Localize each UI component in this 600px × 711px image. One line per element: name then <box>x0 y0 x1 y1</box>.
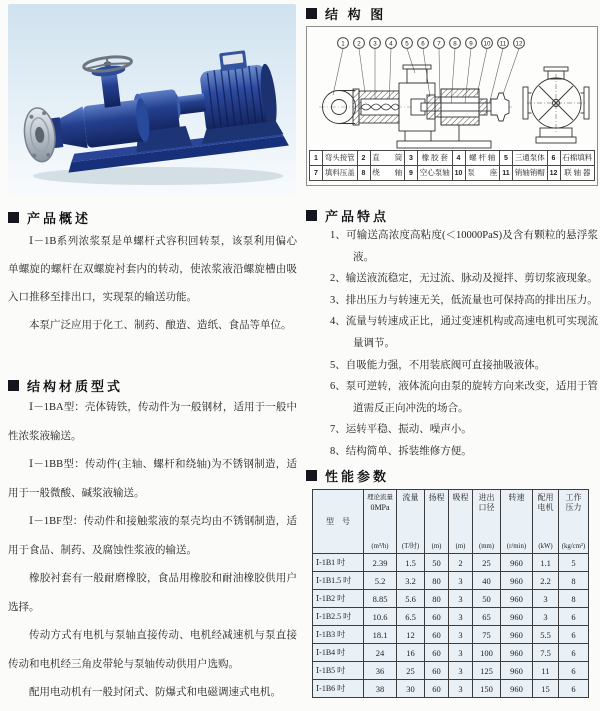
column-header: 扬程 (m) <box>425 490 449 554</box>
value-cell: 40 <box>473 572 501 590</box>
value-cell: 3 <box>449 572 473 590</box>
legend-label: 螺 杆 轴 <box>465 151 500 166</box>
table-row <box>313 554 589 572</box>
value-cell: 3 <box>533 608 559 626</box>
structure-section-heading <box>306 4 386 23</box>
value-cell: 100 <box>473 644 501 662</box>
value-cell: 80 <box>425 590 449 608</box>
value-cell: 1.1 <box>533 554 559 572</box>
feature-item: 7、运转平稳、振动、噪声小。 <box>330 424 472 436</box>
value-cell: 12 <box>397 626 425 644</box>
square-bullet-icon <box>8 212 19 223</box>
value-cell: 25 <box>473 554 501 572</box>
material-paragraph: Ⅰ－1BA型：壳体铸铁，传动件为一般钢材，适用于一般中性浓浆液输送。 <box>8 402 297 442</box>
svg-text:12: 12 <box>515 40 523 48</box>
value-cell: 10.6 <box>364 608 397 626</box>
value-cell: 960 <box>501 662 533 680</box>
legend-table <box>309 150 595 181</box>
value-cell: 960 <box>501 626 533 644</box>
value-cell: 8.85 <box>364 590 397 608</box>
legend-number: 8 <box>357 166 370 181</box>
legend-label: 泵 座 <box>465 166 500 181</box>
column-header: 理论流量 0MPa (m³/h) <box>364 490 397 554</box>
table-row <box>313 662 589 680</box>
value-cell: 50 <box>425 554 449 572</box>
value-cell: 960 <box>501 644 533 662</box>
value-cell: 60 <box>425 680 449 698</box>
legend-number: 10 <box>452 166 465 181</box>
svg-text:8: 8 <box>453 40 457 48</box>
legend-label: 直 筒 <box>370 151 405 166</box>
value-cell: 60 <box>425 644 449 662</box>
feature-item: 8、结构简单、拆装维修方便。 <box>330 445 472 457</box>
table-row <box>313 644 589 662</box>
table-row <box>313 608 589 626</box>
value-cell: 36 <box>364 662 397 680</box>
svg-text:1: 1 <box>341 40 345 48</box>
column-header: 转速 (r/min) <box>501 490 533 554</box>
material-paragraphs <box>8 394 297 709</box>
overview-paragraph: 本泵广泛应用于化工、制药、酿造、造纸、食品等单位。 <box>29 320 292 331</box>
value-cell: 3.2 <box>397 572 425 590</box>
square-bullet-icon <box>306 210 317 221</box>
value-cell: 7.5 <box>533 644 559 662</box>
table-row <box>313 572 589 590</box>
performance-section-heading <box>306 466 389 485</box>
value-cell: 8 <box>559 572 589 590</box>
value-cell: 960 <box>501 608 533 626</box>
svg-text:5: 5 <box>405 40 409 48</box>
value-cell: 960 <box>501 590 533 608</box>
value-cell: 2.39 <box>364 554 397 572</box>
model-cell: Ⅰ-1B2.5 吋 <box>313 608 364 626</box>
value-cell: 8 <box>559 590 589 608</box>
overview-section-heading <box>8 208 91 227</box>
feature-item: 5、自吸能力强，不用装底阀可直接抽吸液体。 <box>330 359 546 371</box>
svg-text:4: 4 <box>389 40 393 48</box>
svg-text:10: 10 <box>483 40 491 48</box>
legend-number: 6 <box>547 151 560 166</box>
value-cell: 25 <box>397 662 425 680</box>
value-cell: 5 <box>559 554 589 572</box>
structure-diagram-box <box>306 26 598 186</box>
svg-text:7: 7 <box>437 40 441 48</box>
model-cell: Ⅰ-1B4 吋 <box>313 644 364 662</box>
value-cell: 60 <box>425 662 449 680</box>
material-title: 结构材质型式 <box>27 379 124 394</box>
material-paragraph: 传动方式有电机与泵轴直接传动、电机经减速机与泵直接传动和电机经三角皮带轮与泵轴传动供用户选购。 <box>8 630 297 670</box>
features-section-heading <box>306 206 389 225</box>
value-cell: 6 <box>559 608 589 626</box>
features-title: 产品特点 <box>325 209 390 224</box>
svg-text:9: 9 <box>469 40 473 48</box>
value-cell: 60 <box>425 608 449 626</box>
model-cell: Ⅰ-1B1.5 吋 <box>313 572 364 590</box>
legend-row <box>310 151 595 166</box>
value-cell: 3 <box>449 680 473 698</box>
column-header: 流量 (T/时) <box>397 490 425 554</box>
value-cell: 2 <box>449 554 473 572</box>
features-list <box>330 225 598 463</box>
value-cell: 6 <box>559 680 589 698</box>
value-cell: 3 <box>449 626 473 644</box>
value-cell: 5.5 <box>533 626 559 644</box>
legend-label: 联 轴 器 <box>560 166 595 181</box>
legend-number: 4 <box>452 151 465 166</box>
legend-label: 空心泵轴 <box>418 166 453 181</box>
value-cell: 11 <box>533 662 559 680</box>
column-header: 型 号 <box>313 490 364 554</box>
material-paragraph: Ⅰ－1BF型：传动件和接触浆液的泵壳均由不锈钢制造，适用于食品、制药、及腐蚀性浆液的输送。 <box>8 516 297 556</box>
column-header: 进出 口径 (mm) <box>473 490 501 554</box>
value-cell: 960 <box>501 680 533 698</box>
legend-number: 1 <box>310 151 323 166</box>
legend-number: 9 <box>405 166 418 181</box>
svg-text:3: 3 <box>373 40 377 48</box>
value-cell: 1.5 <box>397 554 425 572</box>
value-cell: 60 <box>425 626 449 644</box>
column-header: 工作 压力 (kg/cm²) <box>559 490 589 554</box>
square-bullet-icon <box>8 380 19 391</box>
value-cell: 3 <box>449 644 473 662</box>
column-header: 吸程 (m) <box>449 490 473 554</box>
overview-title: 产品概述 <box>27 211 92 226</box>
value-cell: 150 <box>473 680 501 698</box>
material-paragraph: 橡胶衬套有一般耐磨橡胶，食品用橡胶和耐油橡胶供用户选择。 <box>8 573 297 613</box>
pump-cross-section-drawing <box>309 29 595 150</box>
value-cell: 30 <box>397 680 425 698</box>
legend-label: 销轴销帽 <box>513 166 548 181</box>
value-cell: 3 <box>449 662 473 680</box>
feature-item: 4、流量与转速成正比，通过变速机构或高速电机可实现流量调节。 <box>330 316 598 349</box>
legend-number: 12 <box>547 166 560 181</box>
legend-label: 绕 轴 <box>370 166 405 181</box>
value-cell: 125 <box>473 662 501 680</box>
legend-number: 2 <box>357 151 370 166</box>
svg-text:2: 2 <box>357 40 361 48</box>
performance-table <box>312 489 589 698</box>
legend-label: 橡 胶 套 <box>418 151 453 166</box>
legend-number: 7 <box>310 166 323 181</box>
feature-item: 3、排出压力与转速无关，低流量也可保持高的排出压力。 <box>330 294 598 306</box>
value-cell: 960 <box>501 572 533 590</box>
value-cell: 80 <box>425 572 449 590</box>
legend-row <box>310 166 595 181</box>
value-cell: 24 <box>364 644 397 662</box>
material-section-heading <box>8 376 123 395</box>
value-cell: 6 <box>559 644 589 662</box>
material-paragraph: 配用电动机有一般封闭式、防爆式和电磁调速式电机。 <box>29 687 281 698</box>
model-cell: Ⅰ-1B3 吋 <box>313 626 364 644</box>
value-cell: 5.2 <box>364 572 397 590</box>
value-cell: 18.1 <box>364 626 397 644</box>
svg-text:6: 6 <box>421 40 425 48</box>
value-cell: 65 <box>473 608 501 626</box>
legend-label: 弯头接管 <box>323 151 358 166</box>
value-cell: 38 <box>364 680 397 698</box>
model-cell: Ⅰ-1B6 吋 <box>313 680 364 698</box>
legend-label: 石棉填料 <box>560 151 595 166</box>
model-cell: Ⅰ-1B5 吋 <box>313 662 364 680</box>
model-cell: Ⅰ-1B1 吋 <box>313 554 364 572</box>
overview-paragraph: Ⅰ－1B系列浓浆泵是单螺杆式容积回转泵，该泵利用偏心单螺旋的螺杆在双螺旋衬套内的转动，使浓浆液沿螺旋槽由吸入口推移至排出口，实现泵的输送功能。 <box>8 236 297 303</box>
value-cell: 75 <box>473 626 501 644</box>
material-paragraph: Ⅰ－1BB型：传动件(主轴、螺杆和绕轴)为不锈钢制造，适用于一般微酸、碱浆液输送。 <box>8 459 297 499</box>
legend-number: 3 <box>405 151 418 166</box>
value-cell: 960 <box>501 554 533 572</box>
table-row <box>313 626 589 644</box>
value-cell: 16 <box>397 644 425 662</box>
overview-paragraphs <box>8 228 297 368</box>
value-cell: 5.6 <box>397 590 425 608</box>
value-cell: 6 <box>559 626 589 644</box>
value-cell: 50 <box>473 590 501 608</box>
structure-title: 结 构 图 <box>325 7 387 22</box>
table-row <box>313 680 589 698</box>
square-bullet-icon <box>306 470 317 481</box>
table-row <box>313 590 589 608</box>
legend-number: 11 <box>500 166 513 181</box>
value-cell: 2.2 <box>533 572 559 590</box>
model-cell: Ⅰ-1B2 吋 <box>313 590 364 608</box>
pump-photo-illustration <box>8 4 296 195</box>
value-cell: 3 <box>449 590 473 608</box>
value-cell: 6 <box>559 662 589 680</box>
performance-header-row <box>313 490 589 554</box>
performance-table-body <box>313 554 589 698</box>
value-cell: 15 <box>533 680 559 698</box>
feature-item: 1、可输送高浓度高粘度(＜10000PaS)及含有颗粒的悬浮浆液。 <box>330 230 598 263</box>
product-photo <box>8 4 296 195</box>
feature-item: 6、泵可逆转，液体流向由泵的旋转方向来改变，适用于管道需反正向冲洗的场合。 <box>330 381 598 414</box>
column-header: 配用 电机 (kW) <box>533 490 559 554</box>
value-cell: 3 <box>449 608 473 626</box>
feature-item: 2、输送液流稳定，无过流、脉动及搅拌、剪切浆液现象。 <box>330 273 598 285</box>
value-cell: 6.5 <box>397 608 425 626</box>
square-bullet-icon <box>306 8 317 19</box>
performance-title: 性能参数 <box>325 469 390 484</box>
value-cell: 3 <box>533 590 559 608</box>
legend-label: 填料压盖 <box>323 166 358 181</box>
legend-number: 5 <box>500 151 513 166</box>
svg-text:11: 11 <box>499 40 507 48</box>
legend-label: 三通泵体 <box>513 151 548 166</box>
